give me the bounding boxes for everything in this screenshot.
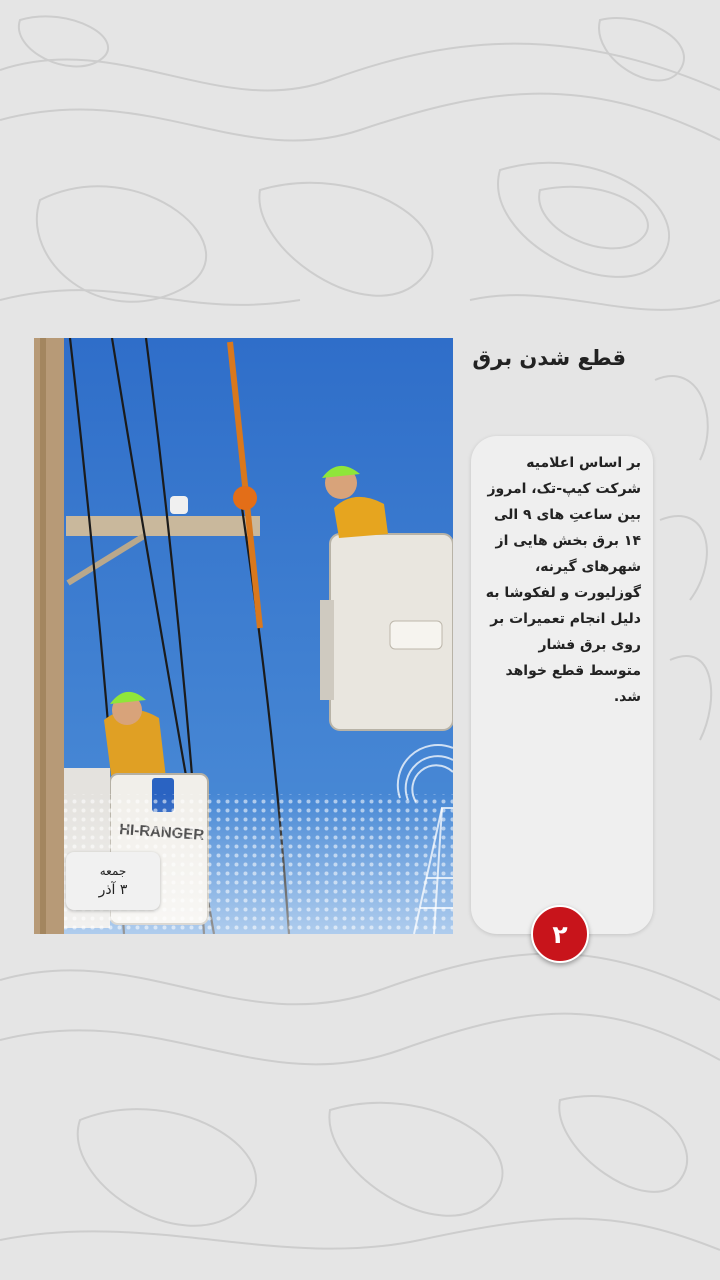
- page-number-badge: ۲: [531, 905, 589, 963]
- headline: قطع شدن برق: [472, 346, 626, 370]
- date-badge-day: جمعه: [99, 864, 127, 878]
- date-badge-date: ۳ آذر: [98, 882, 128, 898]
- body-text: بر اساس اعلامیه شرکت کیپ-تک، امروز بین ساعتِ های ۹ الی ۱۴ برق بخش هایی از شهرهای گیرنه، گوزلیورت و لفکوشا به دلیل انجام تعمیرات بر روی برق فشار متوسط قطع خواهد شد.: [485, 455, 641, 705]
- utility-workers-photo: [34, 338, 453, 934]
- date-badge: [66, 852, 160, 910]
- text-card: [471, 436, 653, 934]
